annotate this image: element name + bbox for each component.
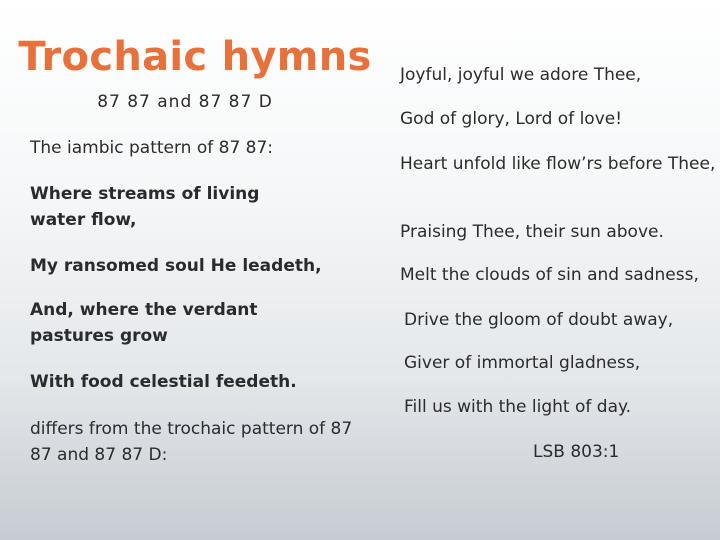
- trochaic-intro: differs from the trochaic pattern of 87 87 and 87 87 D:: [30, 419, 353, 465]
- iambic-line-2: My ransomed soul He leadeth,: [30, 256, 322, 276]
- hymn-line-5: Melt the clouds of sin and sadness,: [400, 265, 699, 285]
- hymn-line-6: Drive the gloom of doubt away,: [404, 310, 674, 330]
- iambic-line-3: And, where the verdant pastures grow: [30, 300, 258, 346]
- hymn-line-7: Giver of immortal gladness,: [404, 353, 641, 373]
- slide-title: Trochaic hymns: [18, 34, 372, 80]
- hymn-line-2: God of glory, Lord of love!: [400, 109, 623, 129]
- hymn-line-4: Praising Thee, their sun above.: [400, 222, 664, 242]
- iambic-line-4: With food celestial feedeth.: [30, 372, 297, 392]
- slide-subtitle: 87 87 and 87 87 D: [97, 92, 273, 112]
- iambic-intro: The iambic pattern of 87 87:: [30, 138, 274, 158]
- iambic-line-1: Where streams of living water flow,: [30, 184, 260, 230]
- hymn-line-3: Heart unfold like flow’rs before Thee,: [400, 154, 716, 174]
- hymn-line-8: Fill us with the light of day.: [404, 397, 632, 417]
- hymn-citation: LSB 803:1: [533, 442, 620, 462]
- hymn-line-1: Joyful, joyful we adore Thee,: [400, 65, 642, 85]
